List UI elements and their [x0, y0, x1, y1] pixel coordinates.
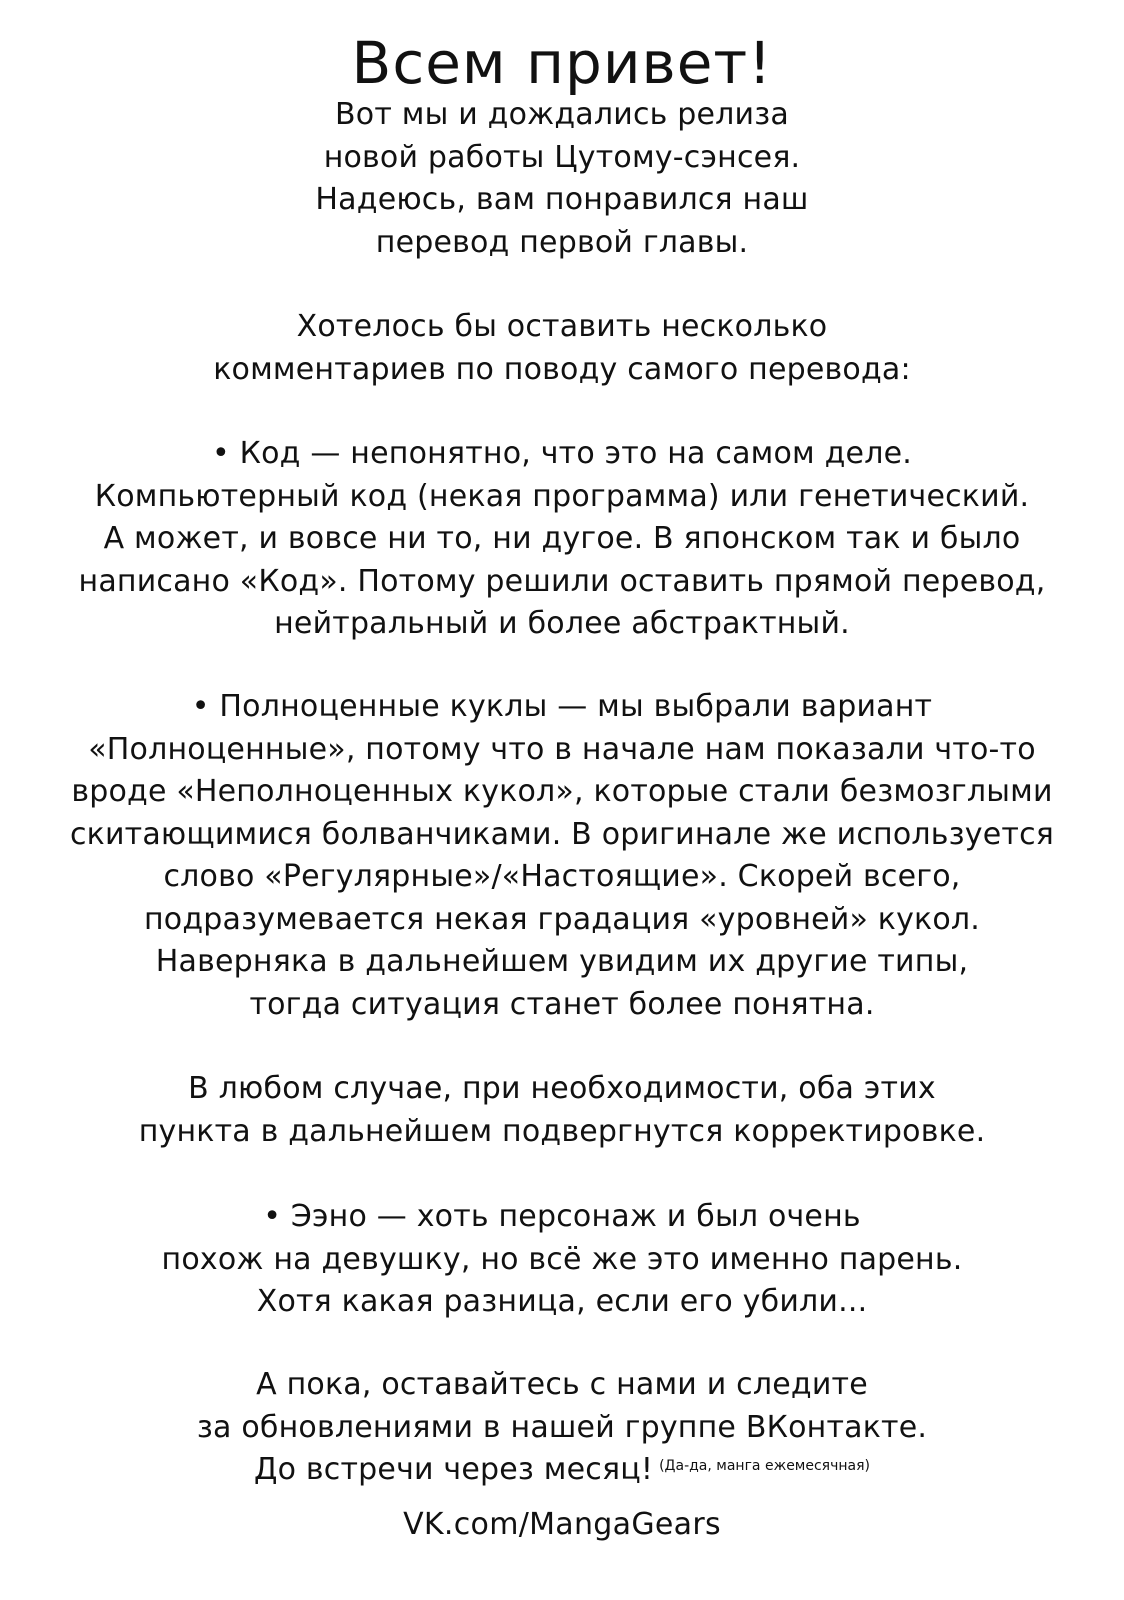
text-line: похож на девушку, но всё же это именно парень. [161, 1241, 963, 1277]
text-line: перевод первой главы. [375, 224, 749, 260]
eno-comment-paragraph [0, 1196, 1124, 1324]
group-link: VK.com/MangaGears [403, 1507, 721, 1542]
text-line: новой работы Цутому-сэнсея. [323, 139, 801, 175]
text-line: тогда ситуация станет более понятна. [249, 986, 875, 1022]
text-line: Хотя какая разница, если его убили... [256, 1284, 868, 1319]
farewell-footnote: (Да-да, манга ежемесячная) [659, 1458, 870, 1474]
comments-intro-paragraph [0, 306, 1124, 391]
farewell-text: До встречи через месяц! [254, 1452, 654, 1487]
text-line: комментариев по поводу самого перевода: [213, 351, 911, 387]
text-line: • Полноценные куклы — мы выбрали вариант [191, 689, 933, 724]
text-line: • Ээно — хоть персонаж и был очень [263, 1199, 861, 1234]
text-line: А может, и вовсе ни то, ни дугое. В японском так и было [103, 521, 1021, 556]
text-line: слово «Регулярные»/«Настоящие». Скорей всего, [163, 859, 961, 894]
text-line: • Код — непонятно, что это на самом деле. [212, 436, 912, 471]
text-line: вроде «Неполноценных кукол», которые стали безмозглыми [71, 774, 1053, 809]
text-line: Наверняка в дальнейшем увидим их другие типы, [155, 944, 969, 979]
text-line: Хотелось бы оставить несколько [296, 309, 828, 344]
text-line: пункта в дальнейшем подвергнутся корректировке. [138, 1113, 986, 1149]
page-title: Всем привет! [351, 29, 773, 97]
text-line: В любом случае, при необходимости, оба этих [188, 1071, 936, 1106]
text-line: за обновлениями в нашей группе ВКонтакте. [196, 1409, 928, 1445]
text-line: Компьютерный код (некая программа) или генетический. [94, 478, 1030, 514]
text-line: А пока, оставайтесь с нами и следите [256, 1367, 868, 1402]
dolls-comment-paragraph [0, 686, 1124, 1026]
text-line: нейтральный и более абстрактный. [274, 606, 850, 641]
text-line: «Полноценные», потому что в начале нам показали что-то [88, 731, 1036, 767]
text-line: написано «Код». Потому решили оставить прямой перевод, [78, 563, 1046, 599]
text-line: Надеюсь, вам понравился наш [315, 182, 809, 217]
correction-paragraph [0, 1068, 1124, 1153]
text-line: подразумевается некая градация «уровней» кукол. [143, 901, 981, 937]
intro-paragraph [0, 94, 1124, 264]
outro-paragraph [0, 1364, 1124, 1492]
farewell-line [0, 1449, 1124, 1492]
code-comment-paragraph [0, 433, 1124, 646]
text-line: Вот мы и дождались релиза [335, 97, 789, 132]
text-line: скитающимися болванчиками. В оригинале же используется [69, 816, 1055, 852]
